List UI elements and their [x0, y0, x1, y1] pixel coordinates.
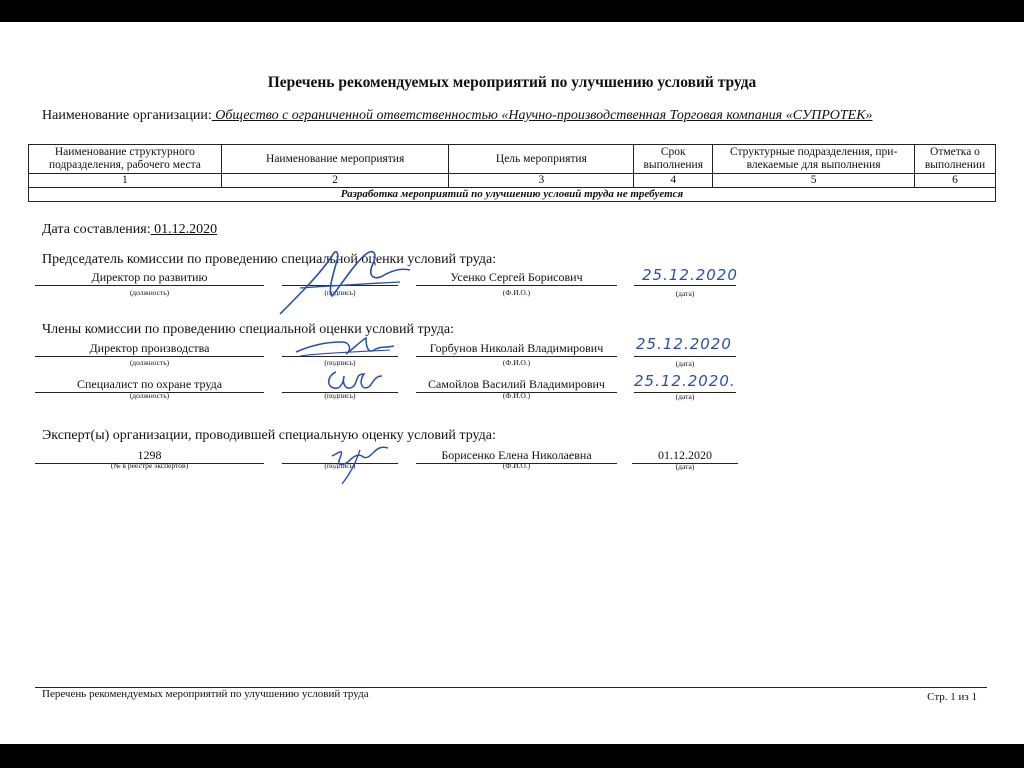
- signature-caption: (подпись): [324, 358, 356, 367]
- signature-caption: (подпись): [324, 461, 356, 470]
- member-signature: [290, 328, 400, 364]
- expert-date: 01.12.2020: [632, 448, 738, 464]
- footer-page-number: Стр. 1 из 1: [927, 691, 977, 703]
- table-header-cell: Срок выполнения: [634, 145, 713, 174]
- table-header-cell: Наименование структурного подразделения, рабочего места: [29, 145, 222, 174]
- compiled-date-label: Дата составления:: [42, 222, 151, 237]
- column-number: 3: [449, 174, 634, 188]
- member-signature: [320, 362, 400, 398]
- document-page: [0, 22, 1024, 744]
- measures-table: [28, 144, 996, 202]
- member-handwritten-date: 25.12.2020: [636, 335, 732, 353]
- fio-caption: (Ф.И.О.): [502, 288, 531, 297]
- position-caption: (должность): [129, 358, 170, 367]
- member-handwritten-date: 25.12.2020.: [634, 372, 736, 390]
- document-title: Перечень рекомендуемых мероприятий по улучшению условий труда: [267, 74, 757, 91]
- column-number: 5: [713, 174, 915, 188]
- organization-label: Наименование организации:: [42, 108, 212, 123]
- table-header-cell: Структурные подразделения, при-влекаемые для выполнения: [713, 145, 915, 174]
- expert-registry-number: 1298: [35, 448, 264, 464]
- table-number-row: [29, 174, 996, 188]
- table-header-cell: Наименование мероприятия: [221, 145, 449, 174]
- fio-caption: (Ф.И.О.): [502, 461, 531, 470]
- column-number: 2: [221, 174, 449, 188]
- organization-line: [42, 108, 873, 124]
- column-number: 1: [29, 174, 222, 188]
- fio-caption: (Ф.И.О.): [502, 358, 531, 367]
- table-header-cell: Отметка о выполнении: [915, 145, 996, 174]
- expert-heading: Эксперт(ы) организации, проводившей специальную оценку условий труда:: [42, 428, 496, 443]
- date-caption: (дата): [675, 289, 695, 298]
- table-note: Разработка мероприятий по улучшению условий труда не требуется: [29, 188, 996, 202]
- position-caption: (должность): [129, 288, 170, 297]
- signature-caption: (подпись): [324, 391, 356, 400]
- expert-fio: Борисенко Елена Николаевна: [416, 448, 617, 464]
- chairman-handwritten-date: 25.12.2020: [642, 266, 738, 284]
- chairman-heading: Председатель комиссии по проведению специальной оценки условий труда:: [42, 252, 497, 267]
- expert-signature: [320, 426, 400, 488]
- member-position: Директор производства: [35, 341, 264, 357]
- registry-caption: (№ в реестре экспертов): [110, 461, 189, 470]
- organization-name: Общество с ограниченной ответственностью «Научно-производственная Торговая компания «СУПРОТЕК»: [211, 108, 873, 123]
- date-caption: (дата): [675, 392, 695, 401]
- column-number: 6: [915, 174, 996, 188]
- date-caption: (дата): [675, 462, 695, 471]
- compiled-date-line: [42, 222, 217, 238]
- member-fio: Самойлов Василий Владимирович: [416, 377, 617, 393]
- members-heading: Члены комиссии по проведению специальной оценки условий труда:: [42, 322, 454, 337]
- table-header-cell: Цель мероприятия: [449, 145, 634, 174]
- member-fio: Горбунов Николай Владимирович: [416, 341, 617, 357]
- chairman-position: Директор по развитию: [35, 270, 264, 286]
- member-position: Специалист по охране труда: [35, 377, 264, 393]
- fio-caption: (Ф.И.О.): [502, 391, 531, 400]
- compiled-date-value: 01.12.2020: [150, 222, 218, 237]
- date-caption: (дата): [675, 359, 695, 368]
- table-note-row: [29, 188, 996, 202]
- column-number: 4: [634, 174, 713, 188]
- chairman-signature: [270, 234, 420, 324]
- table-header-row: [29, 145, 996, 174]
- chairman-fio: Усенко Сергей Борисович: [416, 270, 617, 286]
- signature-caption: (подпись): [324, 288, 356, 297]
- footer-document-name: Перечень рекомендуемых мероприятий по улучшению условий труда: [42, 688, 369, 700]
- position-caption: (должность): [129, 391, 170, 400]
